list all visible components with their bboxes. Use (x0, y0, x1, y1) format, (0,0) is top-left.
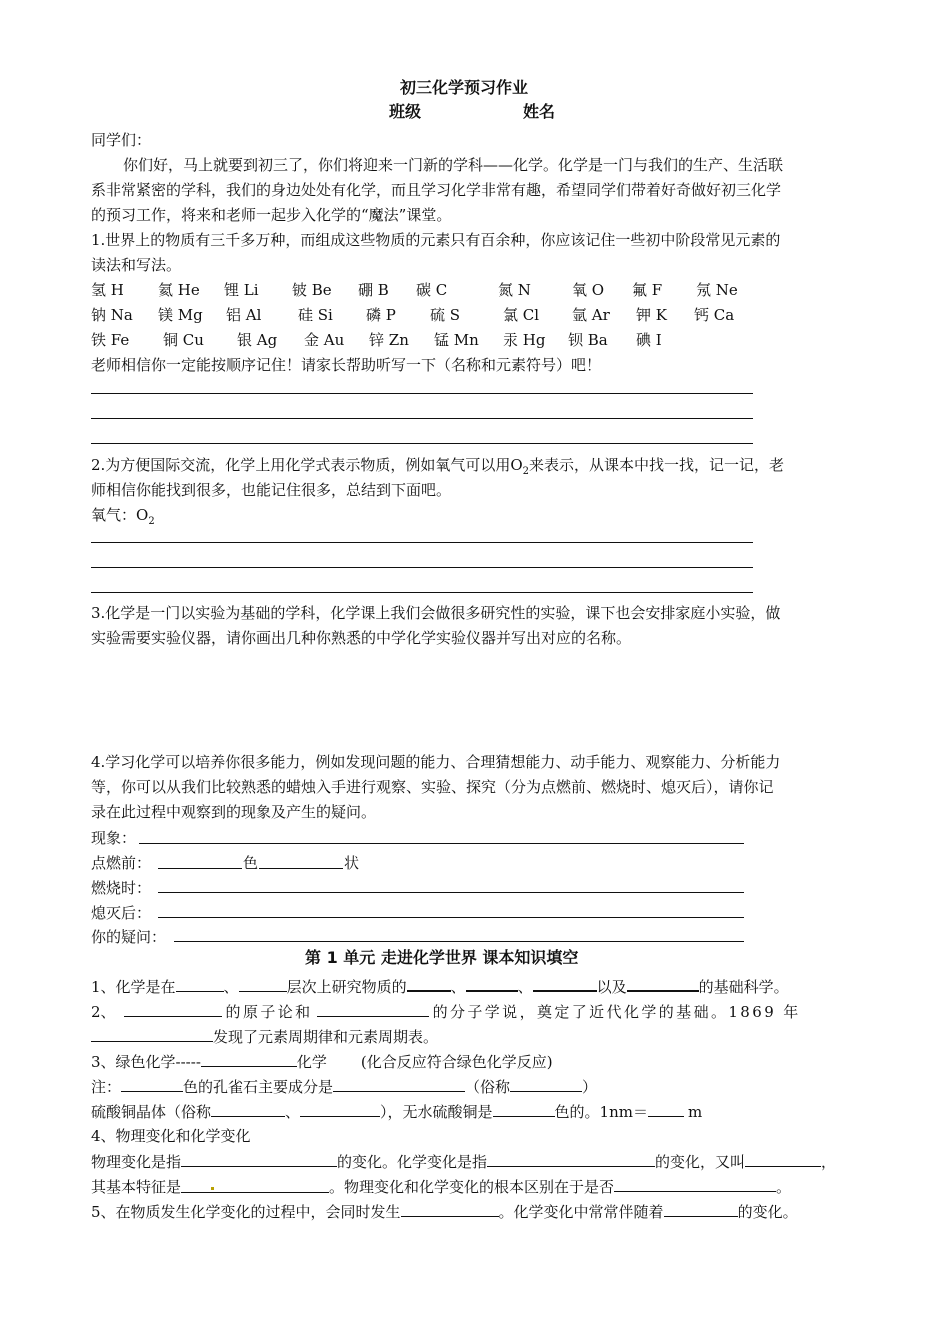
page-title: 初三化学预习作业 (400, 78, 529, 97)
element-item: 金 Au (304, 331, 345, 349)
text: 以及 (596, 978, 627, 996)
text: 、 (223, 978, 239, 996)
blank[interactable] (124, 1001, 222, 1017)
blank[interactable] (317, 1001, 429, 1017)
fill-3 (91, 1051, 553, 1072)
element-item: 硼 B (358, 281, 389, 299)
fill-copper (91, 1101, 702, 1122)
class-label: 班级 (389, 102, 422, 121)
element-item: 钙 Ca (694, 306, 735, 324)
q2-text-part: 来表示，从课本中找一找，记一记，老 (529, 456, 785, 474)
blank[interactable] (627, 975, 699, 992)
element-item: 氩 Ar (572, 306, 610, 324)
element-item: 铁 Fe (91, 331, 130, 349)
q2-text (91, 455, 784, 482)
intro-line: 的预习工作，将来和老师一起步入化学的“魔法”课堂。 (91, 206, 452, 224)
text: 1、化学是在 (91, 978, 176, 996)
question-line[interactable] (174, 941, 744, 942)
elements-row-2 (0, 305, 950, 325)
element-item: 硫 S (430, 306, 461, 324)
text: 硫酸铜晶体（俗称 (91, 1103, 212, 1121)
text: 发现了元素周期律和元素周期表。 (213, 1028, 439, 1046)
blank[interactable] (664, 1201, 738, 1217)
section-4-title: 4、物理变化和化学变化 (91, 1127, 251, 1145)
q1-text: 读法和写法。 (91, 256, 182, 274)
subscript: 2 (148, 516, 155, 527)
element-item: 锰 Mn (434, 331, 479, 349)
element-item: 锂 Li (224, 281, 259, 299)
text: 的基础科学。 (698, 978, 789, 996)
text: 3、绿色化学----- (91, 1053, 201, 1071)
marker-dot (211, 1187, 214, 1190)
text: 5、在物质发生化学变化的过程中，会同时发生 (91, 1203, 401, 1221)
q1-note: 老师相信你一定能按顺序记住！请家长帮助听写一下（名称和元素符号）吧！ (91, 356, 602, 374)
name-label: 姓名 (523, 102, 556, 121)
after-line[interactable] (158, 917, 744, 918)
text: 的分子学说，奠定了近代化学的基础。1869 年 (432, 1003, 801, 1021)
text: 其基本特征是 (91, 1178, 182, 1196)
blank[interactable] (648, 1101, 684, 1117)
text: 的变化。 (737, 1203, 798, 1221)
before-label: 点燃前： (91, 854, 152, 872)
text: 的变化。化学变化是指 (337, 1153, 488, 1171)
q1-text: 1.世界上的物质有三千多万种，而组成这些物质的元素只有百余种，你应该记住一些初中阶段常见元素的 (91, 231, 781, 249)
text: 的变化，又叫 (655, 1153, 746, 1171)
fill-2 (91, 1001, 801, 1022)
text: 的原子论和 (225, 1003, 313, 1021)
fill-feature (91, 1176, 791, 1197)
element-item: 磷 P (366, 306, 396, 324)
fill-5 (91, 1201, 798, 1222)
blank[interactable] (533, 975, 597, 992)
blank[interactable] (239, 976, 287, 992)
element-item: 镁 Mg (158, 306, 203, 324)
element-item: 铝 Al (226, 306, 262, 324)
q2-text: 师相信你能找到很多，也能记住很多，总结到下面吧。 (91, 481, 452, 499)
text: 色的。1nm＝ (554, 1103, 648, 1121)
blank[interactable] (510, 1076, 582, 1092)
blank[interactable] (181, 1177, 329, 1193)
element-item: 氦 He (158, 281, 200, 299)
text: 。物理变化和化学变化的根本区别在于是否 (329, 1178, 615, 1196)
answer-line[interactable] (91, 443, 753, 444)
text: m (687, 1103, 703, 1121)
element-item: 氮 N (498, 281, 531, 299)
blank[interactable] (176, 976, 224, 992)
blank[interactable] (493, 1101, 555, 1117)
burning-label: 燃烧时： (91, 879, 152, 897)
blank[interactable] (614, 1176, 776, 1192)
answer-line[interactable] (91, 567, 753, 568)
fill-physical (91, 1151, 836, 1172)
q4-text: 等，你可以从我们比较熟悉的蜡烛入手进行观察、实验、探究（分为点燃前、燃烧时、熄灭后），请你记 (91, 778, 774, 796)
q4-text: 4.学习化学可以培养你很多能力，例如发现问题的能力、合理猜想能力、动手能力、观察能力、分析能力 (91, 753, 781, 771)
shape-label: 状 (344, 854, 360, 872)
blank[interactable] (407, 975, 451, 992)
q2-text-part: 2.为方便国际交流，化学上用化学式表示物质，例如氧气可以用O (91, 456, 523, 474)
blank[interactable] (300, 1101, 380, 1117)
text: ， (821, 1153, 837, 1171)
elements-row-1 (0, 280, 950, 300)
element-item: 钠 Na (91, 306, 133, 324)
question-label: 你的疑问： (91, 928, 167, 946)
blank[interactable] (333, 1076, 465, 1092)
blank[interactable] (181, 1151, 337, 1167)
color-line[interactable] (158, 868, 242, 869)
answer-line[interactable] (91, 592, 753, 593)
text: 注： (91, 1078, 122, 1096)
element-item: 汞 Hg (503, 331, 546, 349)
element-item: 铍 Be (292, 281, 332, 299)
phenomenon-line[interactable] (139, 843, 744, 844)
q3-text: 实验需要实验仪器，请你画出几种你熟悉的中学化学实验仪器并写出对应的名称。 (91, 629, 632, 647)
answer-line[interactable] (91, 393, 753, 394)
element-item: 氟 F (632, 281, 663, 299)
greeting: 同学们： (91, 131, 152, 149)
fill-2-cont (91, 1026, 438, 1047)
answer-line[interactable] (91, 418, 753, 419)
text: 、 (517, 978, 533, 996)
text: 2、 (91, 1003, 116, 1021)
text: 、 (285, 1103, 301, 1121)
element-item: 铜 Cu (163, 331, 204, 349)
text: 。 (776, 1178, 792, 1196)
element-item: 碳 C (416, 281, 448, 299)
example-label: 氧气：O (91, 506, 149, 524)
fill-note (91, 1076, 597, 1097)
text: 层次上研究物质的 (286, 978, 407, 996)
blank[interactable] (91, 1026, 213, 1042)
element-item: 银 Ag (237, 331, 278, 349)
text: 物理变化是指 (91, 1153, 182, 1171)
text: (化合反应符合绿色化学反应) (360, 1053, 553, 1071)
blank[interactable] (466, 975, 518, 992)
text: ），无水硫酸铜是 (380, 1103, 493, 1121)
blank[interactable] (401, 1201, 499, 1217)
text: 、 (450, 978, 466, 996)
text: 色的孔雀石主要成分是 (183, 1078, 334, 1096)
element-item: 氖 Ne (696, 281, 738, 299)
blank[interactable] (745, 1151, 821, 1167)
subscript: 2 (522, 466, 529, 477)
element-item: 钡 Ba (568, 331, 608, 349)
intro-line: 你们好，马上就要到初三了，你们将迎来一门新的学科——化学。化学是一门与我们的生产、生活联 (123, 156, 784, 174)
burning-line[interactable] (158, 892, 744, 893)
text: 化学 (296, 1053, 327, 1071)
blank[interactable] (201, 1051, 297, 1067)
fill-1 (91, 975, 789, 997)
blank[interactable] (487, 1151, 655, 1167)
q3-text: 3.化学是一门以实验为基础的学科，化学课上我们会做很多研究性的实验，课下也会安排家庭小实验，做 (91, 604, 781, 622)
text: 。化学变化中常常伴随着 (498, 1203, 664, 1221)
answer-line[interactable] (91, 542, 753, 543)
phenomenon-label: 现象： (91, 829, 137, 847)
blank[interactable] (121, 1076, 183, 1092)
text: （俗称 (465, 1078, 511, 1096)
after-label: 熄灭后： (91, 904, 152, 922)
element-item: 锌 Zn (369, 331, 409, 349)
text: ） (582, 1078, 598, 1096)
q2-example (91, 505, 155, 532)
q4-text: 录在此过程中观察到的现象及产生的疑问。 (91, 803, 377, 821)
shape-line[interactable] (259, 868, 343, 869)
element-item: 硅 Si (298, 306, 333, 324)
blank[interactable] (211, 1101, 285, 1117)
element-item: 氢 H (91, 281, 124, 299)
element-item: 碘 I (636, 331, 662, 349)
unit-heading: 第 1 单元 走进化学世界 课本知识填空 (305, 948, 579, 967)
elements-row-3 (0, 330, 950, 350)
element-item: 钾 K (636, 306, 667, 324)
element-item: 氯 Cl (503, 306, 540, 324)
element-item: 氧 O (572, 281, 605, 299)
color-label: 色 (243, 854, 259, 872)
intro-line: 系非常紧密的学科，我们的身边处处有化学，而且学习化学非常有趣，希望同学们带着好奇做好初三化学 (91, 181, 782, 199)
